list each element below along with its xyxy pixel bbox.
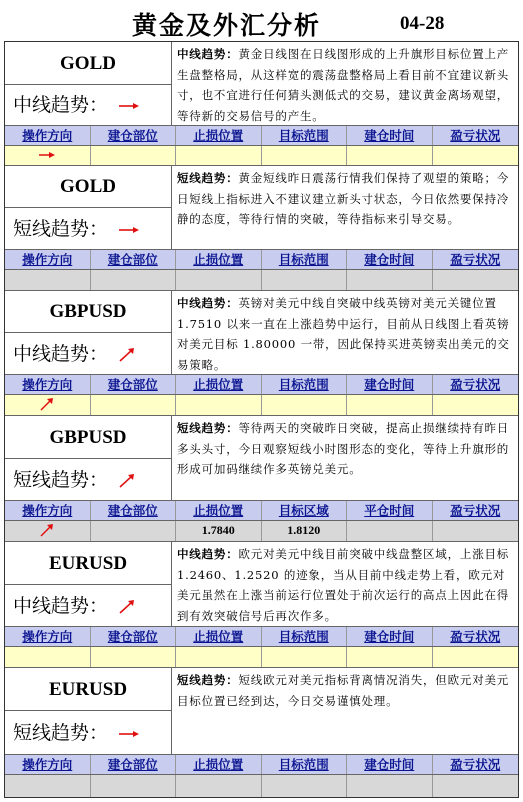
header-direction[interactable]: 操作方向 <box>5 627 91 646</box>
table-row <box>5 647 518 667</box>
arrow-up-right-icon <box>39 396 55 412</box>
header-pnl[interactable]: 盈亏状况 <box>450 757 501 772</box>
trend-label: 中线趋势： <box>5 586 171 626</box>
symbol-label: GBPUSD <box>5 291 171 333</box>
symbol-label: EURUSD <box>5 668 171 711</box>
section-gbpusd-short <box>5 416 518 541</box>
page-header <box>0 0 523 42</box>
header-pnl[interactable]: 盈亏状况 <box>450 128 501 143</box>
section-eurusd-medium <box>5 542 518 667</box>
section-eurusd-short <box>5 668 518 797</box>
table-header-row <box>5 125 518 146</box>
trend-description: 中线趋势：英镑对美元中线自突破中线英镑对美元关键位置 1.7510 以来一直在上涨趋势中运行，目前从日线图上看英镑对美元目标 1.80000 一带，因此保持买进英镑卖出美元的交易策略。 <box>177 296 510 372</box>
trend-label: 短线趋势： <box>5 209 171 249</box>
header-position[interactable]: 建仓部位 <box>91 375 177 394</box>
header-target[interactable]: 目标范围 <box>262 755 348 774</box>
cell-stop-loss: 1.7840 <box>176 521 262 541</box>
header-stop-loss[interactable]: 止损位置 <box>176 755 262 774</box>
arrow-up-right-icon <box>118 599 136 615</box>
header-stop-loss[interactable]: 止损位置 <box>176 501 262 520</box>
symbol-label: EURUSD <box>5 542 171 585</box>
header-open-time[interactable]: 建仓时间 <box>347 250 433 269</box>
trend-description: 短线趋势：短线欧元对美元指标背离情况消失，但欧元对美元目标位置已经到达，今日交易谨慎处理。 <box>177 673 510 708</box>
header-close-time[interactable]: 平仓时间 <box>347 501 433 520</box>
header-target[interactable]: 目标范围 <box>262 375 348 394</box>
header-stop-loss[interactable]: 止损位置 <box>176 375 262 394</box>
table-row <box>5 270 518 290</box>
symbol-label: GBPUSD <box>5 416 171 459</box>
trend-label: 中线趋势： <box>5 86 171 125</box>
trend-label: 中线趋势： <box>5 334 171 374</box>
section-gold-medium <box>5 42 518 146</box>
arrow-up-right-icon <box>39 522 55 538</box>
arrow-right-icon <box>118 101 140 111</box>
table-row <box>5 146 518 165</box>
arrow-right-icon <box>118 225 140 235</box>
trend-description: 短线趋势：黄金短线昨日震荡行情我们保持了观望的策略；今日短线上指标进入不建议建立新头寸状态，今日依然要保持冷静的态度，等待行情的突破，等待指标来引导交易。 <box>177 171 510 226</box>
header-direction[interactable]: 操作方向 <box>5 501 91 520</box>
header-stop-loss[interactable]: 止损位置 <box>176 627 262 646</box>
table-row <box>5 395 518 415</box>
trend-description: 中线趋势：欧元对美元中线目前突破中线盘整区域，上涨目标 1.2460、1.2520 的迹象，当从目前中线走势上看，欧元对美元虽然在上涨当前运行位置处于前次运行的高点上因此在得到有效突破信号后再次作多。 <box>177 547 510 623</box>
arrow-right-icon <box>118 729 140 739</box>
header-pnl[interactable]: 盈亏状况 <box>450 377 501 392</box>
trend-label: 短线趋势： <box>5 712 171 754</box>
header-stop-loss[interactable]: 止损位置 <box>176 126 262 145</box>
table-header-row <box>5 374 518 395</box>
table-row <box>5 775 518 797</box>
table-header-row <box>5 500 518 521</box>
arrow-up-right-icon <box>118 347 136 363</box>
symbol-label: GOLD <box>5 166 171 208</box>
trend-label: 短线趋势： <box>5 460 171 500</box>
header-open-time[interactable]: 建仓时间 <box>347 755 433 774</box>
header-target[interactable]: 目标范围 <box>262 627 348 646</box>
header-direction[interactable]: 操作方向 <box>5 126 91 145</box>
header-direction[interactable]: 操作方向 <box>5 755 91 774</box>
header-pnl[interactable]: 盈亏状况 <box>450 503 501 518</box>
arrow-up-right-icon <box>118 473 136 489</box>
trend-description: 短线趋势：等待两天的突破昨日突破，提高止损继续持有昨日多头头寸，今日观察短线小时图形态的变化，等待上升旗形的形成可加码继续作多英镑兑美元。 <box>177 421 510 476</box>
table-row <box>5 521 518 541</box>
table-header-row <box>5 249 518 270</box>
cell-direction <box>5 521 91 541</box>
header-pnl[interactable]: 盈亏状况 <box>450 252 501 267</box>
header-open-time[interactable]: 建仓时间 <box>347 627 433 646</box>
header-direction[interactable]: 操作方向 <box>5 375 91 394</box>
header-position[interactable]: 建仓部位 <box>91 126 177 145</box>
table-header-row <box>5 626 518 647</box>
symbol-label: GOLD <box>5 42 171 85</box>
header-target-zone[interactable]: 目标区域 <box>262 501 348 520</box>
header-position[interactable]: 建仓部位 <box>91 250 177 269</box>
page-date: 04-28 <box>400 13 445 34</box>
header-pnl[interactable]: 盈亏状况 <box>450 629 501 644</box>
cell-target: 1.8120 <box>262 521 348 541</box>
table-header-row <box>5 754 518 775</box>
header-target[interactable]: 目标范围 <box>262 126 348 145</box>
cell-direction <box>5 146 91 165</box>
trend-description: 中线趋势：黄金日线图在日线图形成的上升旗形目标位置上产生盘整格局，从这样宽的震荡盘整格局上看目前不宜建议新头寸，也不宜进行任何猜头测低式的交易，建议黄金离场观望，等待新的交易信号的产生。 <box>177 47 510 123</box>
header-target[interactable]: 目标范围 <box>262 250 348 269</box>
header-position[interactable]: 建仓部位 <box>91 501 177 520</box>
header-open-time[interactable]: 建仓时间 <box>347 126 433 145</box>
header-stop-loss[interactable]: 止损位置 <box>176 250 262 269</box>
arrow-right-icon <box>38 150 56 160</box>
header-direction[interactable]: 操作方向 <box>5 250 91 269</box>
analysis-table <box>4 41 519 798</box>
header-position[interactable]: 建仓部位 <box>91 755 177 774</box>
page-title: 黄金及外汇分析 <box>132 11 322 40</box>
section-gold-short <box>5 166 518 290</box>
section-gbpusd-medium <box>5 291 518 415</box>
header-open-time[interactable]: 建仓时间 <box>347 375 433 394</box>
cell-direction <box>5 395 91 415</box>
header-position[interactable]: 建仓部位 <box>91 627 177 646</box>
